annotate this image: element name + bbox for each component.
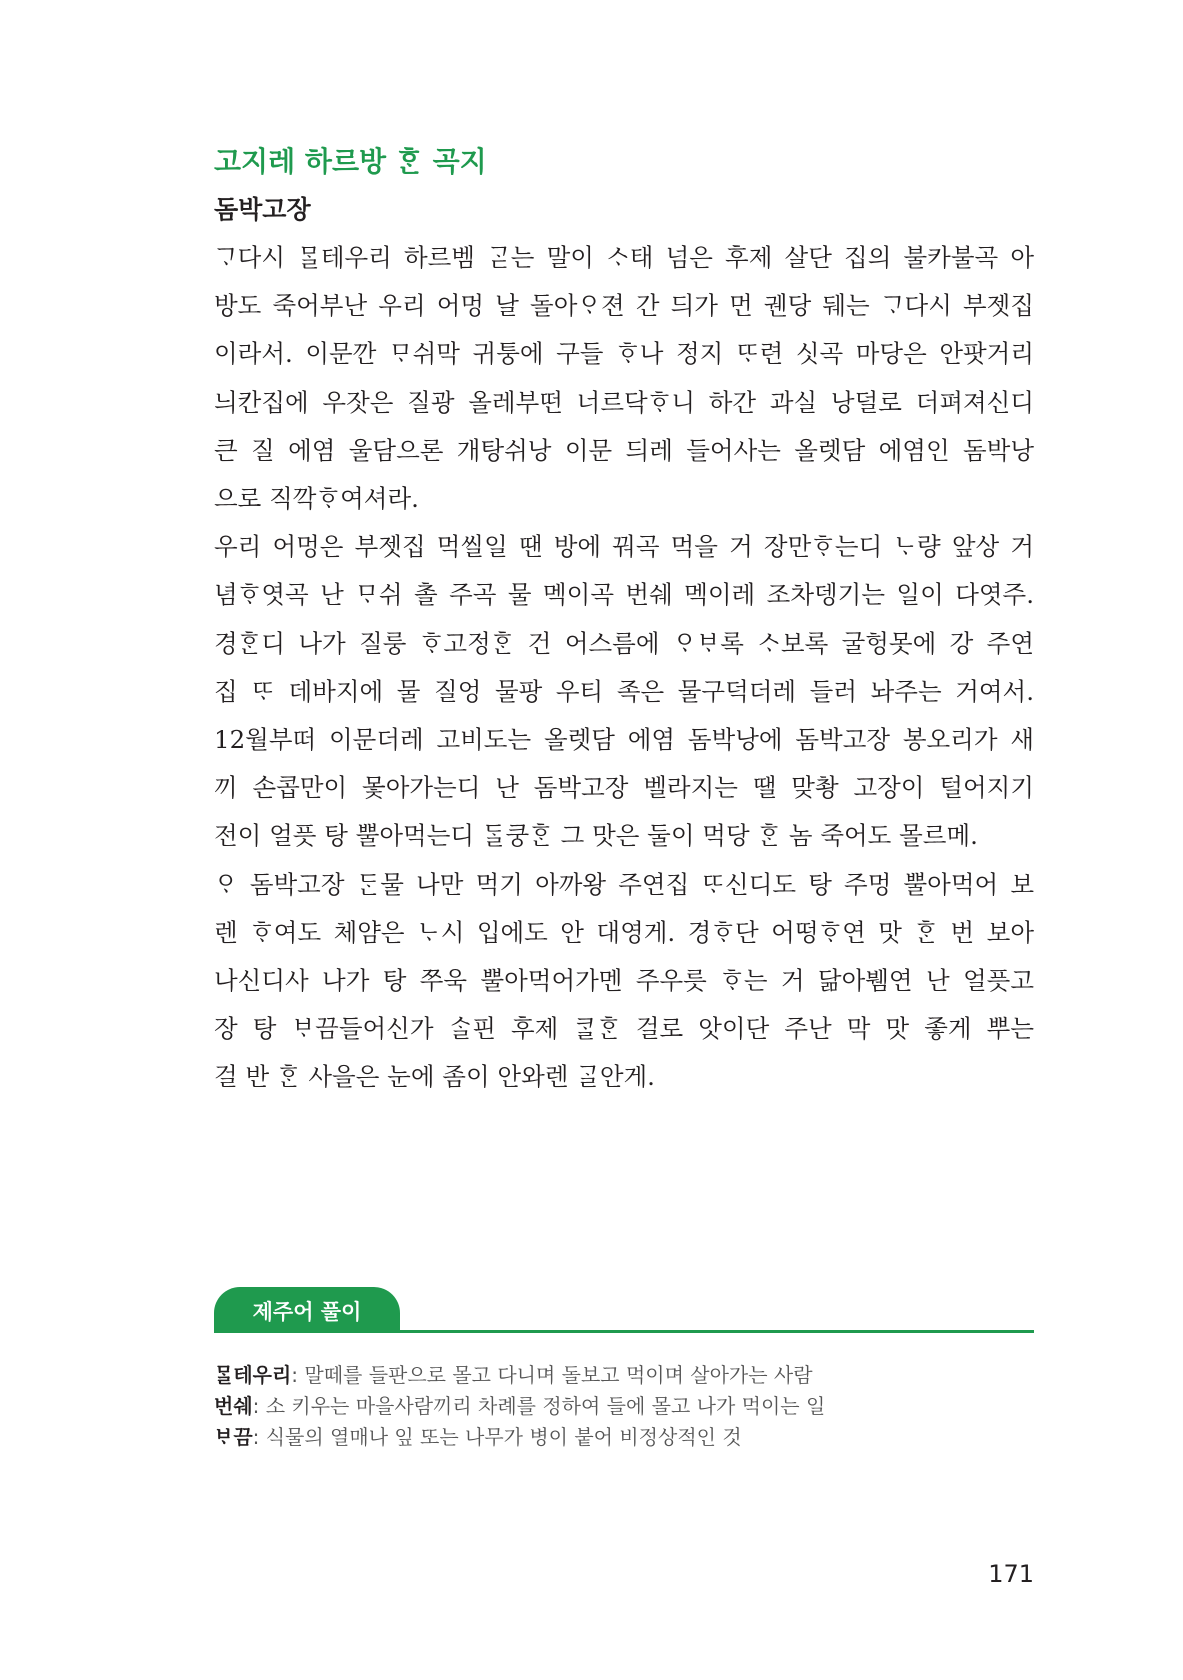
glossary-tab-label: 제주어 풀이 [252,1300,362,1324]
text-line: 이라서. 이문깐 ᄆᆞ쉬막 귀퉁에 구들 ᄒᆞ나 정지 ᄄᆞ련 싯곡 마당은 안팟거리 [214,339,1034,369]
text-line: 렌 ᄒᆞ여도 체얌은 ᄂᆞ시 입에도 안 대영게. 경ᄒᆞ단 어떵ᄒᆞ연 맛 ᄒᆞᆫ 번 보아 [214,917,1034,947]
text-line: 끼 손콥만이 몿아가는디 난 돔박고장 벨라지는 땔 맞촹 고장이 털어지기 [214,773,1034,803]
glossary-definition: : 소 키우는 마을사람끼리 차례를 정하여 들에 몰고 나가 먹이는 일 [252,1394,826,1418]
glossary-item [214,1360,1034,1391]
text-line: 전이 얼픗 탕 뿔아먹는디 ᄃᆞᆯ쿵ᄒᆞᆫ 그 맛은 둘이 먹당 ᄒᆞᆫ 놈 죽어도 몰르메. [214,821,978,851]
paragraph-3 [214,861,1034,1102]
text-line: 걸 반 ᄒᆞᆫ 사을은 눈에 좀이 안와렌 ᄀᆞᆯ안게. [214,1062,655,1092]
glossary-tab [214,1287,400,1333]
glossary-item [214,1422,1034,1453]
text-line: ᄀᆞ다시 ᄆᆞᆯ테우리 하르벰 ᄀᆞᆮ는 말이 ᄉᆞ태 넘은 후제 살단 집의 불카불곡 아 [214,243,1034,272]
glossary-term: 번쉐 [214,1394,253,1418]
glossary-item [214,1391,1034,1422]
text-line: 집 ᄄᆞ 데바지에 물 질엉 물팡 우티 족은 물구덕더레 들러 놔주는 거여서. [214,676,1034,706]
glossary-definition: : 말떼를 들판으로 몰고 다니며 돌보고 먹이며 살아가는 사람 [291,1363,813,1387]
text-line: 12월부떠 이문더레 고비도는 올렛담 에염 돔박낭에 돔박고장 봉오리가 새 [214,725,1034,755]
text-line: 장 탕 ᄇᆞ끔들어신가 ᄉᆞᆯ핀 후제 ᄏᆞᆯᄒᆞᆫ 걸로 앗이단 주난 막 맛 좋게 뿌는 [214,1014,1034,1044]
text-line: 나신디사 나가 탕 쭈욱 뿔아먹어가멘 주우릇 ᄒᆞ는 거 닮아뷈연 난 얼픗고 [214,966,1034,996]
text-line: 념ᄒᆞ엿곡 난 ᄆᆞ쉬 촐 주곡 물 멕이곡 번쉐 멕이레 조차뎅기는 일이 다엿주. [214,580,1034,610]
glossary-header [214,1287,1034,1333]
body-text [214,234,1034,1102]
sub-title: 돔박고장 [214,195,311,224]
text-line: 으로 직깍ᄒᆞ여셔라. [214,484,419,514]
text-line: 큰 질 에염 울담으론 개탕쉬낭 이문 듸레 들어사는 올렛담 에염인 돔박낭 [214,435,1034,465]
glossary-list [214,1360,1034,1453]
page-number: 171 [988,1560,1034,1588]
glossary-rule [214,1330,1034,1333]
section-title: 고지레 하르방 ᄒᆞᆫ 곡지 [214,145,487,178]
glossary-term: ᄇᆞ끔 [214,1425,253,1449]
glossary-definition: : 식물의 열매나 잎 또는 나무가 병이 붙어 비정상적인 것 [252,1425,742,1449]
text-line: ᄋᆞ 돔박고장 ᄃᆞᆫ물 나만 먹기 아까왕 주연집 ᄄᆞ신디도 탕 주멍 뿔아먹어 보 [214,869,1034,899]
text-line: 경ᄒᆞᆫ디 나가 질룽 ᄒᆞ고정ᄒᆞᆫ 건 어스름에 ᄋᆞᄇᆞ록 ᄉᆞ보록 굴헝못에 강 주연 [214,628,1034,658]
paragraph-2 [214,523,1034,860]
text-line: 늬칸집에 우잣은 질광 올레부떤 너르닥ᄒᆞ니 하간 과실 낭덜로 더펴져신디 [214,387,1034,417]
glossary-term: ᄆᆞᆯ테우리 [214,1363,292,1387]
text-line: 방도 죽어부난 우리 어멍 날 돌아ᄋᆞ젼 간 듸가 먼 궨당 뒈는 ᄀᆞ다시 부젯집 [214,291,1034,321]
text-line: 우리 어멍은 부젯집 먹씰일 땐 방에 꿔곡 먹을 거 장만ᄒᆞ는디 ᄂᆞ량 앞상 거 [214,532,1034,562]
paragraph-1 [214,234,1034,523]
